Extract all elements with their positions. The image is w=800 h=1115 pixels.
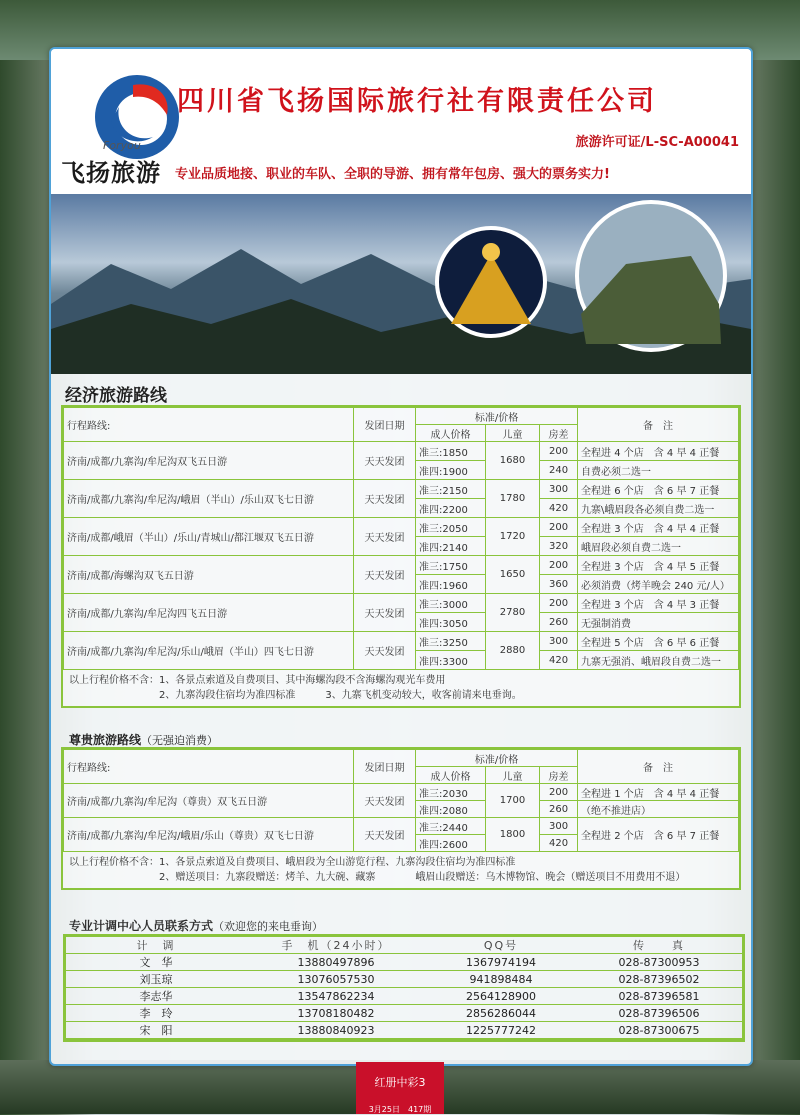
contact-name: 宋 阳 bbox=[66, 1022, 246, 1039]
route-name: 济南/成都/九寨沟/牟尼沟四飞五日游 bbox=[64, 594, 354, 632]
luxury-notes bbox=[63, 852, 739, 888]
note-line: 2、赠送项目：九寨段赠送：烤羊、九大碗、藏寨 峨眉山段赠送：乌木博物馆、晚会（赠送项目不用费用不退） bbox=[69, 872, 686, 883]
slogan: 专业品质地接、职业的车队、全职的导游、拥有常年包房、强大的票务实力! bbox=[175, 167, 610, 182]
contact-qq: 941898484 bbox=[426, 971, 576, 988]
route-header: 行程路线: bbox=[64, 408, 354, 442]
child-price: 2780 bbox=[486, 594, 540, 632]
date-header: 发团日期 bbox=[354, 750, 416, 784]
price-4star: 准四:2080 bbox=[416, 801, 486, 818]
remark: 全程进 6 个店 含 6 早 7 正餐 bbox=[578, 480, 739, 499]
route-name: 济南/成都/九寨沟/牟尼沟/峨眉/乐山（尊贵）双飞七日游 bbox=[64, 818, 354, 852]
table-row bbox=[64, 556, 739, 575]
contact-name: 李志华 bbox=[66, 988, 246, 1005]
room-diff: 420 bbox=[540, 651, 578, 670]
price-3star: 准三:2030 bbox=[416, 784, 486, 801]
room-diff-header: 房差 bbox=[540, 425, 578, 442]
contact-table bbox=[66, 937, 742, 1039]
note-line: 2、九寨沟段住宿均为准四标准 3、九寨飞机变动较大，收客前请来电垂询。 bbox=[69, 690, 522, 701]
name-header: 计 调 bbox=[66, 937, 246, 954]
mobile-header: 手 机（24小时） bbox=[246, 937, 426, 954]
remark: （绝不推进店） bbox=[578, 801, 739, 818]
price-4star: 准四:1900 bbox=[416, 461, 486, 480]
economy-section-title: 经济旅游路线 bbox=[65, 386, 167, 406]
page-tag-label: 红册中彩3 bbox=[374, 1076, 426, 1089]
departure: 天天发团 bbox=[354, 818, 416, 852]
table-row bbox=[64, 480, 739, 499]
room-diff: 300 bbox=[540, 632, 578, 651]
banner-photo bbox=[51, 194, 751, 374]
room-diff: 260 bbox=[540, 613, 578, 632]
contact-row bbox=[66, 1005, 742, 1022]
route-name: 济南/成都/九寨沟/牟尼沟/乐山/峨眉（半山）四飞七日游 bbox=[64, 632, 354, 670]
child-price: 1780 bbox=[486, 480, 540, 518]
price-4star: 准四:2200 bbox=[416, 499, 486, 518]
child-price: 1650 bbox=[486, 556, 540, 594]
economy-notes bbox=[63, 670, 739, 706]
remark: 全程进 5 个店 含 6 早 6 正餐 bbox=[578, 632, 739, 651]
route-header: 行程路线: bbox=[64, 750, 354, 784]
contact-mobile: 13547862234 bbox=[246, 988, 426, 1005]
economy-routes-table bbox=[63, 407, 739, 670]
header bbox=[51, 49, 751, 194]
room-diff: 300 bbox=[540, 480, 578, 499]
route-name: 济南/成都/海螺沟双飞五日游 bbox=[64, 556, 354, 594]
price-4star: 准四:3050 bbox=[416, 613, 486, 632]
contact-subtitle: （欢迎您的来电垂询） bbox=[213, 920, 324, 933]
contact-name: 文 华 bbox=[66, 954, 246, 971]
child-price: 2880 bbox=[486, 632, 540, 670]
table-row bbox=[64, 784, 739, 801]
departure: 天天发团 bbox=[354, 632, 416, 670]
room-diff-header: 房差 bbox=[540, 767, 578, 784]
note-line: 以上行程价格不含：1、各景点索道及自费项目、峨眉段为全山游览行程、九寨沟段住宿均为准四标准 bbox=[69, 857, 516, 868]
table-row bbox=[64, 818, 739, 835]
contact-fax: 028-87396581 bbox=[576, 988, 742, 1005]
remark: 九寨\峨眉段各必须自费二选一 bbox=[578, 499, 739, 518]
table-row bbox=[64, 518, 739, 537]
route-name: 济南/成都/九寨沟/牟尼沟/峨眉（半山）/乐山双飞七日游 bbox=[64, 480, 354, 518]
route-name: 济南/成都/九寨沟/牟尼沟（尊贵）双飞五日游 bbox=[64, 784, 354, 818]
child-price-header: 儿童 bbox=[486, 425, 540, 442]
remark: 全程进 2 个店 含 6 早 7 正餐 bbox=[578, 818, 739, 852]
contact-fax: 028-87300675 bbox=[576, 1022, 742, 1039]
remark: 全程进 4 个店 含 4 早 4 正餐 bbox=[578, 442, 739, 461]
price-4star: 准四:2140 bbox=[416, 537, 486, 556]
remark-header: 备 注 bbox=[578, 408, 739, 442]
contact-fax: 028-87396506 bbox=[576, 1005, 742, 1022]
qq-header: QQ号 bbox=[426, 937, 576, 954]
child-price: 1680 bbox=[486, 442, 540, 480]
brochure-card bbox=[49, 47, 753, 1066]
room-diff: 200 bbox=[540, 518, 578, 537]
contact-name: 刘玉琼 bbox=[66, 971, 246, 988]
adult-price-header: 成人价格 bbox=[416, 425, 486, 442]
departure: 天天发团 bbox=[354, 556, 416, 594]
brand-name: 飞扬旅游 bbox=[61, 158, 161, 187]
price-4star: 准四:3300 bbox=[416, 651, 486, 670]
remark: 无强制消费 bbox=[578, 613, 739, 632]
remark: 自费必须二选一 bbox=[578, 461, 739, 480]
price-header: 标准/价格 bbox=[416, 750, 578, 767]
child-price: 1720 bbox=[486, 518, 540, 556]
contact-header-row bbox=[66, 937, 742, 954]
price-4star: 准四:2600 bbox=[416, 835, 486, 852]
economy-routes-box bbox=[61, 405, 741, 708]
departure: 天天发团 bbox=[354, 594, 416, 632]
luxury-section-title bbox=[69, 731, 218, 748]
note-line: 以上行程价格不含：1、各景点索道及自费项目、其中海螺沟段不含海螺沟观光车费用 bbox=[69, 675, 446, 686]
remark: 全程进 3 个店 含 4 早 4 正餐 bbox=[578, 518, 739, 537]
adult-price-header: 成人价格 bbox=[416, 767, 486, 784]
departure: 天天发团 bbox=[354, 442, 416, 480]
contact-mobile: 13076057530 bbox=[246, 971, 426, 988]
remark-header: 备 注 bbox=[578, 750, 739, 784]
luxury-routes-table bbox=[63, 749, 739, 852]
departure: 天天发团 bbox=[354, 518, 416, 556]
room-diff: 420 bbox=[540, 835, 578, 852]
remark: 全程进 3 个店 含 4 早 5 正餐 bbox=[578, 556, 739, 575]
license-number: 旅游许可证/L-SC-A00041 bbox=[575, 135, 739, 150]
room-diff: 200 bbox=[540, 594, 578, 613]
room-diff: 240 bbox=[540, 461, 578, 480]
table-row bbox=[64, 632, 739, 651]
departure: 天天发团 bbox=[354, 480, 416, 518]
price-header: 标准/价格 bbox=[416, 408, 578, 425]
child-price-header: 儿童 bbox=[486, 767, 540, 784]
contact-fax: 028-87300953 bbox=[576, 954, 742, 971]
price-3star: 准三:3250 bbox=[416, 632, 486, 651]
contact-title: 专业计调中心人员联系方式 bbox=[69, 919, 214, 933]
contact-section-title bbox=[69, 917, 323, 934]
price-3star: 准三:2440 bbox=[416, 818, 486, 835]
price-3star: 准三:2150 bbox=[416, 480, 486, 499]
room-diff: 360 bbox=[540, 575, 578, 594]
remark: 峨眉段必须自费二选一 bbox=[578, 537, 739, 556]
room-diff: 260 bbox=[540, 801, 578, 818]
room-diff: 200 bbox=[540, 442, 578, 461]
contact-mobile: 13880497896 bbox=[246, 954, 426, 971]
route-name: 济南/成都/九寨沟/牟尼沟双飞五日游 bbox=[64, 442, 354, 480]
issue-label: 3月25日 417期 bbox=[368, 1105, 432, 1114]
price-4star: 准四:1960 bbox=[416, 575, 486, 594]
page-tag bbox=[356, 1062, 444, 1114]
remark: 必须消费（烤羊晚会 240 元/人） bbox=[578, 575, 739, 594]
price-3star: 准三:1850 bbox=[416, 442, 486, 461]
fax-header: 传 真 bbox=[576, 937, 742, 954]
room-diff: 300 bbox=[540, 818, 578, 835]
contact-qq: 2856286044 bbox=[426, 1005, 576, 1022]
child-price: 1800 bbox=[486, 818, 540, 852]
table-row bbox=[64, 594, 739, 613]
contact-qq: 2564128900 bbox=[426, 988, 576, 1005]
contact-row bbox=[66, 954, 742, 971]
date-header: 发团日期 bbox=[354, 408, 416, 442]
contact-fax: 028-87396502 bbox=[576, 971, 742, 988]
departure: 天天发团 bbox=[354, 784, 416, 818]
mountain-scenery bbox=[51, 194, 751, 374]
contact-row bbox=[66, 971, 742, 988]
luxury-title: 尊贵旅游路线 bbox=[69, 733, 142, 747]
remark: 九寨无强消、峨眉段自费二选一 bbox=[578, 651, 739, 670]
room-diff: 200 bbox=[540, 556, 578, 575]
table-row bbox=[64, 442, 739, 461]
luxury-routes-box bbox=[61, 747, 741, 890]
contact-row bbox=[66, 1022, 742, 1039]
remark: 全程进 3 个店 含 4 早 3 正餐 bbox=[578, 594, 739, 613]
company-name: 四川省飞扬国际旅行社有限责任公司 bbox=[177, 86, 657, 117]
child-price: 1700 bbox=[486, 784, 540, 818]
contact-mobile: 13880840923 bbox=[246, 1022, 426, 1039]
contact-qq: 1367974194 bbox=[426, 954, 576, 971]
luxury-subtitle: （无强迫消费） bbox=[141, 734, 219, 747]
contact-table-box bbox=[63, 934, 745, 1042]
contact-mobile: 13708180482 bbox=[246, 1005, 426, 1022]
remark: 全程进 1 个店 含 4 早 4 正餐 bbox=[578, 784, 739, 801]
brand-english: Foryou bbox=[103, 139, 141, 152]
route-name: 济南/成都/峨眉（半山）/乐山/青城山/都江堰双飞五日游 bbox=[64, 518, 354, 556]
price-3star: 准三:1750 bbox=[416, 556, 486, 575]
contact-name: 李 玲 bbox=[66, 1005, 246, 1022]
contact-qq: 1225777242 bbox=[426, 1022, 576, 1039]
price-3star: 准三:2050 bbox=[416, 518, 486, 537]
price-3star: 准三:3000 bbox=[416, 594, 486, 613]
room-diff: 420 bbox=[540, 499, 578, 518]
contact-row bbox=[66, 988, 742, 1005]
room-diff: 320 bbox=[540, 537, 578, 556]
room-diff: 200 bbox=[540, 784, 578, 801]
